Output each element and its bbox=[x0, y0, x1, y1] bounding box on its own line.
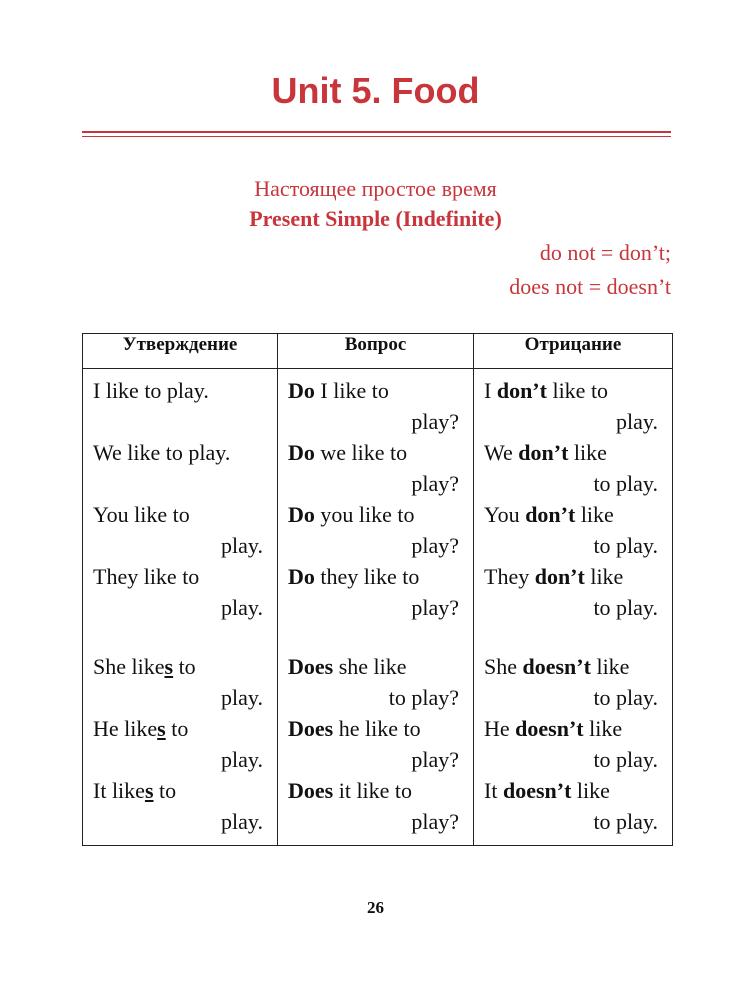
question-line bbox=[288, 775, 465, 806]
negative-text: like bbox=[571, 778, 610, 803]
affirmative-column bbox=[83, 369, 278, 846]
subtitle-russian: Настоящее простое время bbox=[254, 176, 497, 201]
conjugation-table bbox=[82, 333, 673, 846]
negative-line bbox=[484, 775, 664, 806]
negative-entry bbox=[484, 561, 664, 623]
affirmative-line bbox=[93, 375, 269, 406]
negative-text: like to bbox=[546, 378, 609, 403]
question-text: I like to bbox=[314, 378, 389, 403]
table-row bbox=[83, 369, 673, 846]
negative-entry bbox=[484, 713, 664, 775]
affirmative-entry bbox=[93, 651, 269, 713]
affirmative-text-end: to bbox=[173, 654, 196, 679]
question-entry bbox=[288, 375, 465, 437]
negative-line-2: to play. bbox=[593, 809, 658, 834]
question-line bbox=[288, 499, 465, 530]
negative-auxiliary: doesn’t bbox=[502, 778, 572, 803]
negative-auxiliary: don’t bbox=[525, 502, 576, 527]
question-line-2: play? bbox=[411, 809, 459, 834]
negative-auxiliary: don’t bbox=[496, 378, 547, 403]
negative-text: like bbox=[568, 440, 607, 465]
affirmative-text: She like bbox=[93, 654, 165, 679]
negative-entry bbox=[484, 499, 664, 561]
negative-line-2: to play. bbox=[593, 685, 658, 710]
negative-entry bbox=[484, 775, 664, 837]
question-text: we like to bbox=[314, 440, 408, 465]
question-line bbox=[288, 651, 465, 682]
affirmative-text-end: to bbox=[165, 716, 189, 741]
auxiliary-verb: Do bbox=[288, 440, 315, 465]
affirmative-line-2: play. bbox=[221, 595, 263, 620]
question-entry bbox=[288, 651, 465, 713]
negative-auxiliary: doesn’t bbox=[522, 654, 591, 679]
affirmative-entry bbox=[93, 375, 269, 437]
affirmative-line bbox=[93, 775, 269, 806]
affirmative-line bbox=[93, 437, 269, 468]
negative-auxiliary: don’t bbox=[534, 564, 585, 589]
affirmative-line-2: play. bbox=[221, 747, 263, 772]
negative-line bbox=[484, 713, 664, 744]
subtitle-english: Present Simple (Indefinite) bbox=[249, 206, 502, 231]
auxiliary-verb: Do bbox=[288, 564, 315, 589]
question-line bbox=[288, 561, 465, 592]
negative-subject: We bbox=[484, 440, 519, 465]
verb-ending-s: s bbox=[157, 716, 166, 741]
negative-column bbox=[474, 369, 673, 846]
header-question: Вопрос bbox=[278, 334, 474, 369]
verb-ending-s: s bbox=[164, 654, 174, 679]
question-line-2: play? bbox=[411, 747, 459, 772]
question-entry bbox=[288, 437, 465, 499]
question-line-2: play? bbox=[411, 595, 459, 620]
negative-subject: It bbox=[484, 778, 503, 803]
negative-subject: He bbox=[484, 716, 516, 741]
affirmative-text: You like to bbox=[93, 502, 190, 527]
auxiliary-verb: Do bbox=[288, 378, 315, 403]
negative-line bbox=[484, 651, 664, 682]
affirmative-line bbox=[93, 651, 269, 682]
note-does-not: does not = doesn’t bbox=[509, 274, 671, 299]
unit-title: Unit 5. Food bbox=[271, 70, 480, 111]
negative-line-2: to play. bbox=[593, 471, 658, 496]
affirmative-entry bbox=[93, 713, 269, 775]
affirmative-line-2: play. bbox=[221, 809, 263, 834]
negative-line-2: to play. bbox=[593, 533, 658, 558]
affirmative-text: He like bbox=[93, 716, 158, 741]
question-line bbox=[288, 437, 465, 468]
negative-entry bbox=[484, 437, 664, 499]
affirmative-line bbox=[93, 561, 269, 592]
affirmative-line bbox=[93, 499, 269, 530]
affirmative-text: I like to play. bbox=[93, 378, 209, 403]
auxiliary-verb: Does bbox=[288, 716, 334, 741]
affirmative-text: They like to bbox=[93, 564, 200, 589]
affirmative-entry bbox=[93, 561, 269, 623]
negative-subject: They bbox=[484, 564, 535, 589]
affirmative-line bbox=[93, 713, 269, 744]
affirmative-line-2: play. bbox=[221, 685, 263, 710]
question-entry bbox=[288, 499, 465, 561]
affirmative-entry bbox=[93, 499, 269, 561]
question-text: he like to bbox=[333, 716, 421, 741]
negative-line-2: to play. bbox=[593, 595, 658, 620]
question-line-2: play? bbox=[411, 471, 459, 496]
negative-subject: She bbox=[484, 654, 523, 679]
question-line bbox=[288, 375, 465, 406]
negative-line bbox=[484, 375, 664, 406]
negative-subject: You bbox=[484, 502, 526, 527]
negative-line-2: play. bbox=[616, 409, 658, 434]
question-text: she like bbox=[333, 654, 407, 679]
question-text: you like to bbox=[314, 502, 415, 527]
question-entry bbox=[288, 713, 465, 775]
negative-line bbox=[484, 499, 664, 530]
negative-line bbox=[484, 561, 664, 592]
negative-auxiliary: don’t bbox=[518, 440, 569, 465]
table-header-row bbox=[83, 334, 673, 369]
auxiliary-verb: Does bbox=[288, 778, 334, 803]
note-do-not: do not = don’t; bbox=[539, 240, 671, 265]
affirmative-entry bbox=[93, 437, 269, 499]
title-rule-thick bbox=[82, 131, 671, 133]
header-negative: Отрицание bbox=[474, 334, 673, 369]
affirmative-entry bbox=[93, 775, 269, 837]
header-affirmative: Утверждение bbox=[83, 334, 278, 369]
question-text: it like to bbox=[333, 778, 413, 803]
auxiliary-verb: Do bbox=[288, 502, 315, 527]
page-number: 26 bbox=[367, 898, 384, 917]
negative-subject: I bbox=[484, 378, 497, 403]
negative-line bbox=[484, 437, 664, 468]
affirmative-line-2: play. bbox=[221, 533, 263, 558]
affirmative-text: It like bbox=[93, 778, 145, 803]
negative-text: like bbox=[583, 716, 623, 741]
negative-entry bbox=[484, 651, 664, 713]
question-line-2: to play? bbox=[388, 685, 459, 710]
title-rule-thin bbox=[82, 136, 671, 137]
affirmative-text: We like to play. bbox=[93, 440, 231, 465]
auxiliary-verb: Does bbox=[288, 654, 334, 679]
question-column bbox=[278, 369, 474, 846]
question-entry bbox=[288, 775, 465, 837]
question-entry bbox=[288, 561, 465, 623]
negative-text: like bbox=[590, 654, 630, 679]
affirmative-text-end: to bbox=[153, 778, 177, 803]
negative-text: like bbox=[575, 502, 614, 527]
question-line bbox=[288, 713, 465, 744]
question-text: they like to bbox=[314, 564, 420, 589]
negative-entry bbox=[484, 375, 664, 437]
question-line-2: play? bbox=[411, 409, 459, 434]
question-line-2: play? bbox=[411, 533, 459, 558]
verb-ending-s: s bbox=[144, 778, 154, 803]
negative-line-2: to play. bbox=[593, 747, 658, 772]
negative-text: like bbox=[584, 564, 624, 589]
negative-auxiliary: doesn’t bbox=[515, 716, 584, 741]
